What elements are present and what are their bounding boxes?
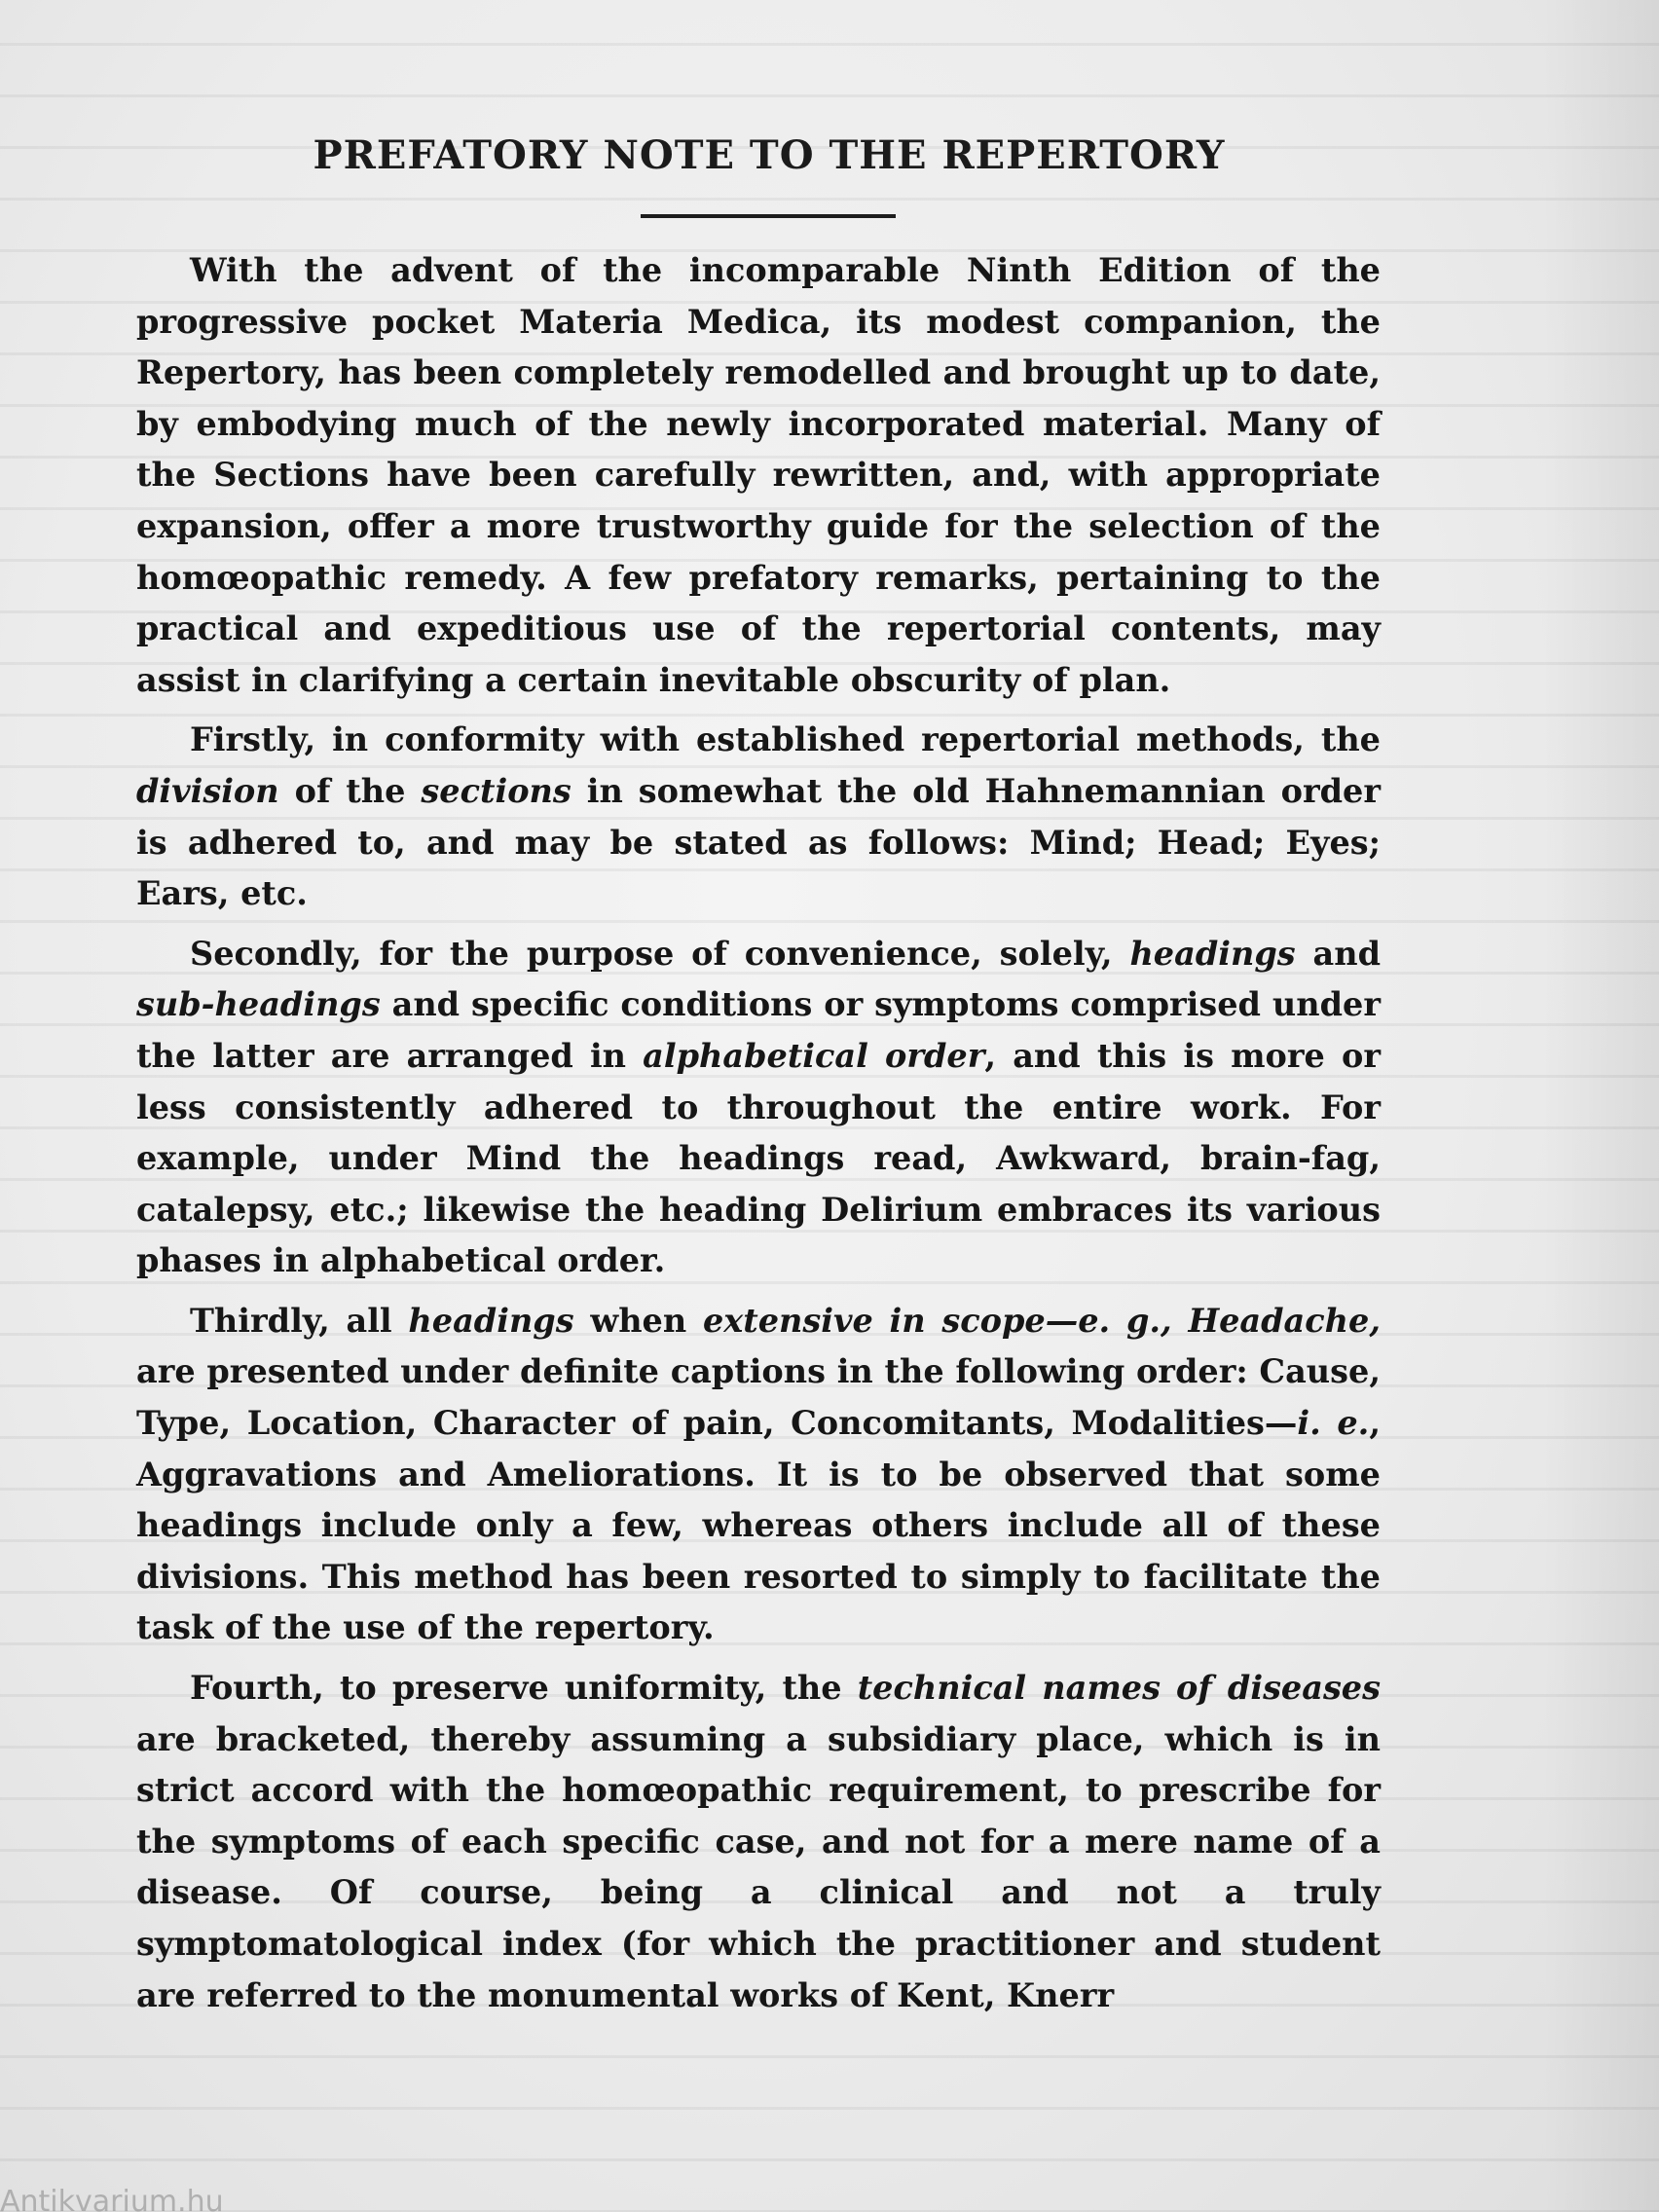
text-run: Secondly, for the purpose of convenience, solely, (190, 934, 1130, 973)
text-run: and (1295, 934, 1381, 973)
paragraph (136, 929, 1381, 1287)
italic-run: headings (408, 1301, 574, 1340)
page-title: PREFATORY NOTE TO THE REPERTORY (313, 132, 1226, 178)
paragraph (136, 1296, 1381, 1654)
paragraph (136, 245, 1381, 706)
text-run: are presented under definite captions in the following order: Cause, Type, Location, Character of pain, Concomitants, Modalities— (136, 1352, 1381, 1443)
paragraph (136, 715, 1381, 919)
text-run: and specific conditions or symptoms comprised under the latter are arranged in (136, 985, 1381, 1075)
text-run: With the advent of the incomparable Ninth Edition of the progressive pocket Materia Medica, its modest companion, the Repertory, has been completely remodelled and brought up to date, by embodying much of the newly incorporated material. Many of the Sections have been carefully rewritten, and, with appropriate expansion, offer a more trustworthy guide for the selection of the homœopathic remedy. A few prefatory remarks, pertaining to the practical and expeditious use of the repertorial contents, may assist in clarifying a certain inevitable obscurity of plan. (136, 251, 1381, 699)
italic-run: alphabetical order (643, 1036, 985, 1075)
italic-run: i. e. (1297, 1404, 1370, 1443)
body-text (136, 245, 1381, 2030)
text-run: Fourth, to preserve uniformity, the (190, 1669, 858, 1708)
text-run: Thirdly, all (190, 1301, 409, 1340)
italic-run: extensive in scope—e. g., Headache, (702, 1301, 1381, 1340)
title-rule (641, 214, 896, 218)
italic-run: technical names of diseases (857, 1669, 1381, 1708)
text-run: , Aggravations and Ameliorations. It is to be observed that some headings include only a few, whereas others include all of these divisions. This method has been resorted to simply to facilitate the task of the use of the repertory. (136, 1404, 1382, 1647)
text-run: , and this is more or less consistently adhered to throughout the entire work. For example, under Mind the headings read, Awkward, brain-fag, catalepsy, etc.; likewise the heading Delirium embraces its various phases in alphabetical order. (136, 1036, 1381, 1280)
page-edge-shadow (1542, 0, 1659, 2212)
watermark: Antikvarium.hu (0, 2185, 224, 2212)
italic-run: sub-headings (136, 985, 381, 1024)
italic-run: division (136, 771, 279, 810)
text-run: are bracketed, thereby assuming a subsidiary place, which is in strict accord with the homœopathic requirement, to prescribe for the symptoms of each specific case, and not for a mere name of a disease. Of course, being a clinical and not a truly symptomatological index (for which the practitioner and student are referred to the monumental works of Kent, Knerr (136, 1719, 1381, 2014)
text-run: when (573, 1301, 703, 1340)
text-run: in somewhat the old Hahnemannian order is adhered to, and may be stated as follows: Mind; Head; Eyes; Ears, etc. (136, 771, 1381, 913)
italic-run: headings (1129, 934, 1296, 973)
text-run: Firstly, in conformity with established repertorial methods, the (190, 720, 1381, 759)
text-run: of the (278, 771, 422, 810)
paragraph (136, 1663, 1381, 2021)
italic-run: sections (421, 771, 571, 810)
